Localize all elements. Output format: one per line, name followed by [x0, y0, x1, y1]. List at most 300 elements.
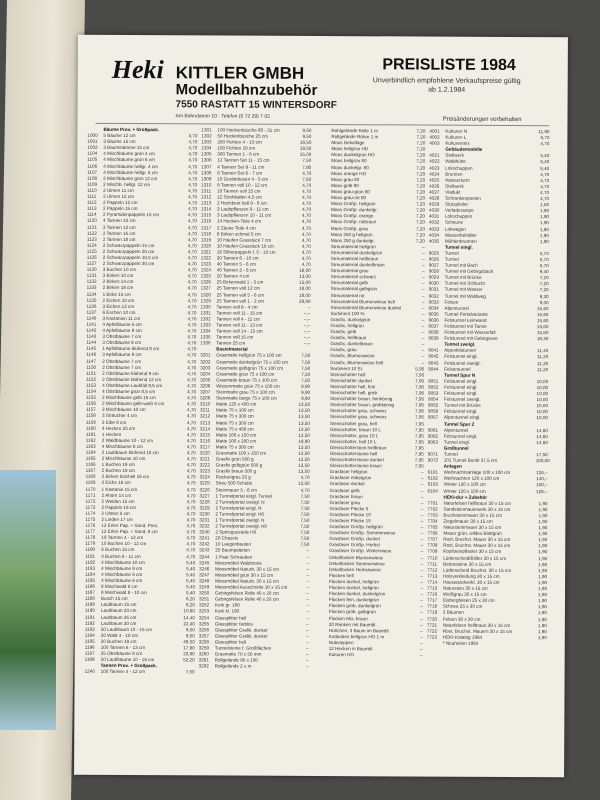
article-price: – [421, 335, 425, 341]
article-number: 1150 [86, 364, 97, 370]
article-number: 3255 [198, 620, 210, 627]
article-price: – [422, 262, 425, 268]
article-description: 4 Mischbäume hellgr. 6 cm [103, 169, 158, 175]
article-price: 7,20 [539, 281, 549, 287]
article-description: Matte 100 x 200 cm [215, 438, 257, 444]
article-price: – [421, 317, 425, 323]
article-price: – [422, 293, 425, 299]
article-number: 1113 [87, 205, 97, 212]
article-price: 5,40 [540, 165, 550, 171]
article-price: – [420, 573, 424, 579]
article-description: Gleisschotter, braun 10 L [329, 426, 381, 432]
article-price: 15,60 [537, 305, 549, 311]
article-number: 9038 [428, 329, 439, 335]
article-number: 1301 [201, 127, 212, 133]
article-price: 7,20 [416, 183, 426, 189]
article-description: Dekoflocken Blumenwiese [329, 554, 384, 560]
article-number: 1164 [85, 449, 96, 455]
article-price: 13,50 [298, 463, 310, 469]
article-number: 7702 [427, 506, 438, 512]
article-price: 14,60 [536, 433, 548, 439]
article-price: 14,60 [536, 427, 548, 433]
article-description: Grasmatte 70 x 50 mm [214, 651, 262, 657]
company-address: 7550 RASTATT 15 WINTERSDORF [175, 99, 337, 112]
article-description: 2 Hochbeet hell 9 - 6 cm [217, 200, 267, 206]
article-price: 4,70 [302, 213, 312, 219]
article-price: 4,70 [187, 395, 197, 401]
article-price: 4,70 [187, 346, 197, 352]
article-price: – [421, 475, 424, 481]
article-description: 2 Tannen 15 cm [102, 230, 136, 236]
article-description: Tannen 25 cm [216, 340, 246, 346]
article-number: 1179 [85, 541, 96, 547]
article-description: 20 Chassis [215, 535, 239, 541]
article-description: Flocken grob, gelbgrün [328, 609, 376, 615]
article-price: 1,90 [537, 610, 547, 616]
article-price: 19,50 [299, 140, 312, 146]
article-price: – [306, 566, 310, 572]
article-description: Scheune [444, 220, 464, 226]
article-description: 3 Obstbäume 7 cm [102, 334, 142, 340]
article-number: 6101 [427, 469, 438, 475]
article-number: 1160 [85, 425, 96, 431]
article-price: 7,50 [301, 377, 311, 383]
article-price: 9,90 [301, 396, 311, 402]
article-description: 1 Tunnelportal zweigl. N [215, 517, 265, 523]
article-description: 2 Schwarzpappeln 15 cm [102, 242, 155, 248]
article-price: 126,– [536, 488, 548, 494]
article-number: 1114 [86, 212, 97, 218]
article-number: 1321 [200, 249, 212, 255]
article-description: Moosmöbel Ausschnitte 30 x 15 cm [215, 584, 288, 590]
article-description: Rollgelände 2 x m [214, 663, 252, 669]
article-number: 3252 [198, 602, 210, 608]
article-number: 3222 [199, 462, 210, 468]
article-price: 1,90 [538, 561, 548, 567]
article-price: –,– [303, 329, 311, 335]
article-description: 6 Eschen 10 cm [102, 309, 136, 315]
article-price: 5,40 [186, 590, 196, 596]
article-price: 4,70 [301, 231, 311, 237]
article-description: Winter 120 x 100 cm [443, 488, 486, 494]
article-number: 7710 [427, 555, 438, 561]
article-description: 2 Buchen 19 cm [101, 468, 135, 474]
article-price: 18,40 [536, 336, 549, 342]
article-price: 11,20 [537, 360, 549, 366]
article-price: 7,50 [300, 511, 310, 517]
article-price: – [306, 651, 309, 658]
article-description: Flocken dunkel, hellgrün [329, 585, 379, 591]
article-price: – [306, 578, 310, 584]
article-description: 2 Birken holzhell 16 cm [101, 474, 150, 480]
article-number: 1191 [84, 614, 95, 620]
article-number: 3227 [199, 492, 210, 499]
article-description: Tunnel Spur Z [443, 421, 475, 427]
article-price: – [420, 512, 424, 518]
article-number: 7720 [426, 616, 438, 622]
article-description: Glassplitter Grafik. dunkel [214, 633, 268, 639]
article-price: – [306, 621, 309, 627]
article-price: 7,50 [301, 359, 311, 365]
article-description: Steinschotter grau, schwarz [329, 414, 387, 420]
article-price: 4,70 [188, 206, 198, 212]
article-number: 9054 [428, 396, 439, 402]
article-price: 1,90 [538, 586, 548, 592]
article-number: 3217 [199, 444, 211, 450]
article-price: 7,50 [300, 505, 310, 511]
article-price: 19,90 [298, 438, 310, 444]
article-description: Wiesenmatte grün 75 x 100 cm [216, 383, 280, 389]
article-description: Steinmauer 5 - 8 cm [215, 486, 257, 493]
article-price: – [306, 658, 309, 664]
article-price: 1,50 [540, 202, 550, 208]
article-price: 7,20 [416, 207, 426, 213]
article-price: 4,70 [186, 425, 196, 431]
article-description: Grasfix, hellbraun [330, 335, 367, 341]
article-price: 7,20 [416, 165, 426, 171]
article-price: 4,70 [188, 163, 198, 169]
article-description: * Neuheiten 1984 [442, 640, 479, 646]
article-price: 5,40 [186, 559, 196, 565]
article-number: 1335 [200, 334, 211, 340]
article-price: – [420, 561, 424, 567]
article-description: Grasmatte dunkelgrün 75 x 100 cm [216, 359, 289, 365]
article-price: 4,70 [186, 517, 196, 523]
article-price: – [420, 646, 423, 652]
article-description: Matte 100 x 150 cm [215, 432, 257, 438]
article-number: 3208 [200, 395, 211, 401]
article-price: 4,70 [187, 407, 196, 413]
article-description: Felstunnel mit Wasserfall [444, 329, 496, 336]
price-row [427, 640, 547, 647]
article-price: – [421, 469, 424, 475]
article-price: 4,70 [188, 139, 198, 145]
article-number: 9027 [428, 262, 439, 268]
article-description: 101 Tunnel Bunkt 37,5 cm [443, 457, 498, 463]
article-price: 7,95 [414, 445, 424, 451]
article-price: 4,70 [186, 474, 196, 480]
article-description: Streumaterial grau [330, 268, 369, 274]
article-description: 12 Erlen Pap. + Sand. 8 cm [101, 529, 158, 535]
article-number: 1320 [200, 243, 212, 249]
article-number: 1175 [85, 516, 96, 522]
article-description: Wasserbehälter [444, 232, 477, 238]
article-price: 1,90 [538, 506, 548, 512]
article-number: 1126 [86, 254, 97, 260]
heki-logo: Heki [111, 54, 164, 85]
article-description: Glassplitter hell [214, 639, 247, 645]
article-description: Flocken fein, dunkelgrün [328, 597, 380, 603]
article-description: Grasfix, gelb [330, 329, 357, 335]
article-number: 4026 [429, 183, 440, 189]
article-description: Moos Großp. rotbraun [330, 219, 377, 225]
article-number: 1132 [86, 279, 97, 285]
article-number: 3203 [200, 365, 211, 371]
article-number: 1136 [86, 303, 97, 309]
article-description: Matte 125 x 400 cm [215, 401, 257, 407]
article-description: Lüdenscheid/Bilder 30 x 15 cm [443, 555, 507, 561]
article-number: 1143 [86, 333, 97, 340]
article-price: 1,90 [538, 543, 548, 549]
article-number: 4002 [429, 134, 440, 140]
article-price: 5,40 [540, 159, 550, 165]
article-price: 23,80 [183, 651, 195, 657]
article-price: 7,80 [302, 164, 312, 170]
article-number: 3253 [198, 608, 210, 614]
article-price: 7,50 [302, 176, 312, 182]
article-price: 7,95 [415, 408, 424, 414]
article-price: 4,70 [302, 188, 312, 194]
article-number: 7715 [427, 585, 438, 591]
article-price: – [422, 256, 425, 262]
article-description: 40 Tannen 2 - 8 cm [216, 267, 256, 273]
article-description: 3 Eibe 8 cm [101, 419, 127, 425]
article-description: Lüdenscheid Bruchst. 30 x 15 cm [443, 567, 512, 573]
article-number: 9031 [428, 286, 439, 293]
article-number: 9026 [428, 256, 440, 262]
previous-page-photo [0, 470, 56, 730]
article-price: 7,50 [300, 499, 310, 505]
article-price: – [420, 652, 423, 658]
article-number: 3213 [199, 419, 211, 425]
article-number: 4032 [428, 219, 440, 226]
article-number: 9039 [428, 335, 439, 341]
article-price: 7,20 [416, 152, 426, 158]
article-price: 4,70 [301, 237, 311, 243]
article-description: Tunnel eingl. [444, 244, 473, 250]
article-price: 7,95 [414, 433, 424, 439]
article-price: 4,70 [187, 389, 197, 395]
article-description: Gleisschottersteine hell [329, 451, 378, 457]
article-description: Grasmatte hellgrün 75 x 100 cm [216, 352, 282, 359]
article-price: 4,70 [540, 141, 550, 147]
article-price: 4,70 [188, 200, 198, 206]
article-price: 7,20 [416, 134, 426, 140]
article-price: – [420, 494, 424, 500]
article-description: Moos dunkelgrün HO [331, 152, 375, 158]
article-description: 2 Mischbäume 10 cm [101, 455, 146, 462]
article-price: 11,40 [537, 348, 549, 354]
article-description: 16 Silberpappeln f. 5 - 10 cm [216, 249, 276, 255]
article-price: 7,50 [300, 530, 310, 536]
article-price: 4,70 [302, 170, 312, 176]
article-description: Grasfix, Blumenwiese hell [330, 359, 384, 365]
article-number: 1317 [200, 224, 212, 230]
article-number: 3231 [199, 517, 210, 523]
article-price: 6,20 [186, 596, 196, 602]
article-price: 4,70 [186, 511, 196, 517]
article-price: 4,70 [186, 541, 196, 547]
article-number: 1111 [87, 193, 97, 199]
article-price: 5,40 [540, 153, 550, 159]
article-description: Kork kl. 180 [214, 608, 240, 614]
article-description: Laubbaum 20 cm [100, 608, 137, 614]
article-price: 17,90 [183, 645, 195, 651]
article-price: 7,95 [415, 396, 425, 402]
article-description: Grasfaser hellgrün [329, 469, 368, 475]
article-number: 1334 [200, 328, 211, 334]
article-description: Naturfelsen hellbraun 30 x 15 cm [443, 500, 511, 506]
article-description: 2 Pappeln 19 cm [101, 504, 136, 510]
article-price: 7,50 [301, 371, 311, 377]
article-description: 10 Laugenbauten [215, 541, 252, 548]
article-price: 18,00 [299, 292, 311, 298]
article-price: – [420, 579, 424, 585]
article-description: Tunnel eingl. [443, 439, 470, 445]
article-price: 4,70 [186, 553, 196, 559]
article-number [427, 640, 443, 646]
article-price: 4,70 [186, 535, 196, 541]
article-description: Grasfaser Großp. Herbst [329, 542, 380, 548]
article-price: 4,70 [187, 297, 197, 303]
article-price: 1,90 [537, 604, 547, 610]
article-price: 4,70 [301, 255, 311, 261]
article-number: 3250 [199, 590, 210, 596]
article-price: 1,90 [537, 616, 547, 622]
article-description: 30 Tannen 8 - 10 cm [216, 255, 259, 261]
article-description: Grasfaser mittelgrün [329, 475, 372, 481]
article-number: 1127 [86, 260, 97, 266]
article-price: 6,70 [540, 135, 550, 141]
article-description: Rost, Bruchst. Mauer 30 x 15 cm [443, 543, 511, 549]
article-description: Grasfix, Blumenwiese [330, 353, 375, 359]
article-price: 4,70 [187, 358, 197, 364]
article-description: Sortiment 100 % [330, 310, 365, 317]
article-description: HEKI-dur + Zubehör [443, 494, 488, 500]
article-price: 7,95 [414, 420, 424, 427]
article-number: 1125 [86, 248, 97, 254]
article-price: 1,90 [539, 220, 549, 226]
article-number: 1193 [84, 626, 95, 632]
article-description: Streumaterial Blumenwiese hell [330, 298, 395, 305]
article-number: 9056 [427, 408, 439, 414]
article-description: Grasfix braun 500 g [215, 468, 257, 474]
article-number: 7707 [427, 536, 438, 542]
article-price: 11,20 [537, 366, 549, 372]
article-price: 4,70 [187, 364, 197, 371]
article-price: 4,70 [540, 190, 550, 196]
article-price: 15,60 [536, 324, 549, 330]
article-description: Tunnel mit Brücke [443, 402, 481, 409]
article-number: 9043 [428, 360, 439, 366]
article-price: 4,70 [187, 291, 197, 297]
article-description: 2 Ulmen 15 cm [103, 193, 135, 200]
article-price: 7,50 [302, 158, 312, 164]
article-price: 4,70 [302, 207, 312, 213]
article-price: 4,70 [300, 475, 310, 481]
article-number: 3225 [199, 480, 210, 486]
article-price: 4,70 [187, 267, 197, 273]
article-number: 9053 [428, 390, 439, 396]
article-price: – [306, 603, 309, 609]
article-price: 4,70 [186, 419, 196, 425]
article-description: 300 Tannen 1 - 6 cm [217, 151, 260, 158]
article-number: 1329 [200, 297, 211, 304]
article-description: Grasfaser Großp. hellgrün [329, 524, 383, 530]
article-description: Streu 500 Schütte [215, 480, 253, 487]
article-description: Busch 15 cm [100, 596, 128, 602]
article-description: Grasfaser grau [329, 499, 361, 505]
article-number: 1326 [200, 279, 211, 285]
article-price: 7,95 [415, 378, 425, 384]
article-price: 7,20 [416, 213, 426, 219]
article-description: Steinmatte beige 75 x 100 cm [216, 395, 277, 401]
article-description: Tunnel zweigl. [444, 341, 476, 348]
article-description: 3 Bäume 15 cm [103, 139, 136, 145]
article-description: Mühlenbrunnen [444, 238, 477, 244]
article-price: 1,90 [539, 238, 549, 244]
article-description: Felstunnel zweigl. [444, 396, 481, 402]
article-number: 4031 [428, 213, 440, 219]
article-price: 9,90 [301, 389, 311, 395]
article-price: 4,70 [188, 157, 198, 163]
article-description: 25 Tannen voll 1 - 2 cm [216, 298, 264, 304]
company-address-small: Am Bahndamm 10 · Telefon (0 72 29) 7 02 [175, 113, 270, 120]
article-number: 1194 [84, 632, 95, 638]
article-description: Grasmatte grün 75 x 100 cm [216, 371, 275, 377]
article-description: Moos grau-grün 80 [331, 188, 370, 195]
article-description: Betonsteine 30 x 15 cm [443, 561, 492, 567]
price-column-3 [313, 128, 426, 659]
article-description: 50 Laubbäume 10 - 16 cm [100, 657, 155, 663]
article-price: 4,70 [186, 462, 196, 468]
article-description: Stellwerk [445, 183, 464, 189]
article-number: 1190 [84, 608, 95, 614]
article-price: – [420, 506, 424, 512]
article-price: – [306, 591, 310, 597]
article-description: 2 Mischb. hellgr. 12 cm [103, 181, 151, 187]
article-price: 4,70 [188, 182, 198, 188]
article-description: Bastelmaterial [216, 346, 248, 352]
article-price: 5,40 [186, 584, 196, 590]
article-number: 7706 [427, 530, 438, 536]
article-description: Felstunnel eingl. [444, 384, 478, 390]
article-number: 4001 [429, 128, 440, 134]
article-number: 1195 [84, 638, 95, 644]
article-description: Moos 250 g hellgrün [330, 231, 373, 237]
article-price: 7,95 [415, 402, 425, 408]
article-description: Gleisschotter, hell 10 L [329, 438, 377, 445]
article-price: – [306, 633, 309, 639]
article-description: 4 Hecken 20 cm [101, 425, 136, 431]
article-price: 4,70 [188, 133, 198, 139]
article-description: 40 Tannen 5 - 6 cm [216, 261, 257, 267]
article-number: 7709 [427, 549, 438, 555]
article-number: 3245 [199, 560, 210, 566]
article-description: 4 Mischbäume 6 cm [101, 571, 143, 577]
article-price: 29,80 [299, 298, 311, 304]
article-price: 15,00 [299, 280, 311, 286]
article-description: Hauswandverkl. 30 x 15 cm [443, 579, 500, 585]
article-description: Matte 75 x 300 cm [215, 419, 254, 426]
article-price: 22,40 [183, 620, 195, 626]
article-number: 9029 [428, 274, 439, 280]
article-price: 7,50 [300, 517, 310, 523]
article-description: Streumaterial hellgrün [330, 243, 376, 250]
article-number: 1189 [84, 602, 95, 608]
article-number: 3258 [198, 639, 210, 645]
article-number: 1108 [87, 175, 98, 181]
article-description: 25 Baumpaletten [215, 547, 250, 554]
article-number: 1180 [85, 547, 96, 553]
article-description: 3 Birken 10 cm [102, 273, 134, 279]
article-price: 14,60 [536, 439, 548, 445]
article-number: 1319 [200, 237, 212, 243]
article-number: 4034 [428, 232, 440, 238]
article-description: 4 Buchen 6 - 11 cm [101, 553, 141, 559]
article-number: 1316 [200, 218, 212, 224]
article-description: Sortiment 10 St. [330, 365, 364, 371]
